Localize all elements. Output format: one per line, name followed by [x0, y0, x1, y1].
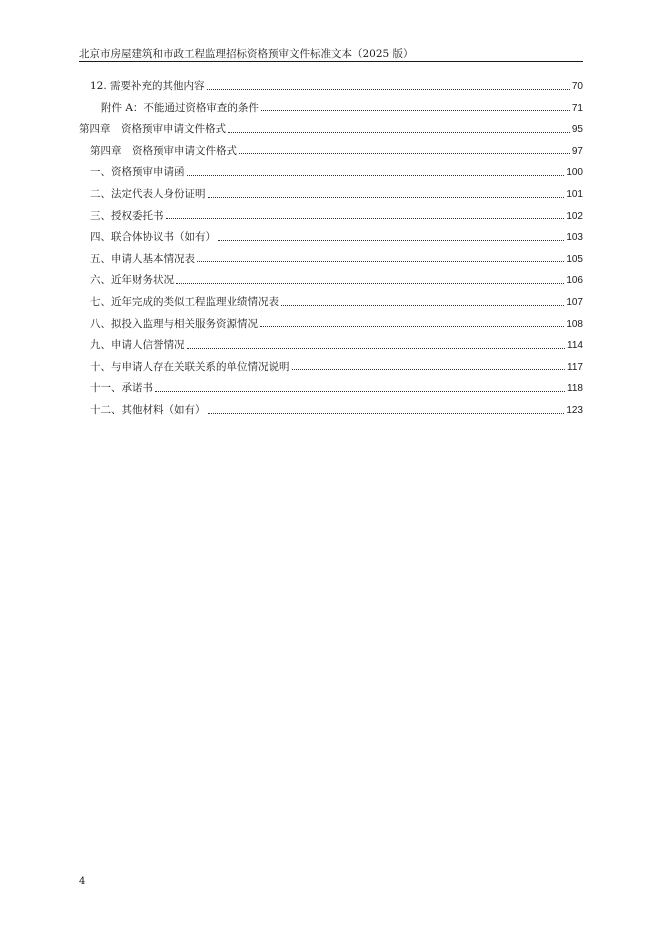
toc-entry-title: 三、授权委托书 [90, 209, 164, 222]
toc-entry-title: 十一、承诺书 [90, 382, 153, 395]
toc-entry[interactable] [79, 249, 583, 271]
toc-entry-title: 附件 A：不能通过资格审查的条件 [101, 101, 259, 114]
toc-dot-leader [218, 240, 564, 241]
toc-entry-page: 123 [566, 404, 583, 416]
toc-dot-leader [281, 305, 564, 306]
toc-entry[interactable] [79, 184, 583, 206]
toc-entry[interactable] [79, 292, 583, 314]
toc-dot-leader [261, 110, 570, 111]
document-title: 北京市房屋建筑和市政工程监理招标资格预审文件标准文本（2025 版） [79, 48, 414, 60]
toc-entry-title: 第四章 资格预审申请文件格式 [79, 123, 226, 136]
toc-entry-title: 五、申请人基本情况表 [90, 252, 195, 265]
toc-dot-leader [239, 153, 570, 154]
toc-entry[interactable] [79, 227, 583, 249]
toc-entry[interactable] [79, 314, 583, 336]
toc-entry[interactable] [79, 206, 583, 228]
toc-dot-leader [208, 197, 565, 198]
toc-entry-title: 九、申请人信誉情况 [90, 339, 185, 352]
toc-dot-leader [292, 369, 566, 370]
toc-dot-leader [228, 132, 570, 133]
toc-dot-leader [155, 391, 565, 392]
toc-entry-title: 八、拟投入监理与相关服务资源情况 [90, 317, 258, 330]
toc-entry[interactable] [79, 162, 583, 184]
toc-entry-title: 十、与申请人存在关联关系的单位情况说明 [90, 360, 290, 373]
toc-entry[interactable] [79, 335, 583, 357]
toc-entry[interactable] [79, 400, 583, 422]
toc-entry-page: 117 [567, 361, 583, 373]
header-rule [79, 61, 583, 62]
toc-entry[interactable] [79, 141, 583, 163]
toc-entry-page: 95 [571, 124, 583, 136]
toc-entry[interactable] [79, 98, 583, 120]
toc-entry[interactable] [79, 76, 583, 98]
toc-entry-page: 71 [571, 102, 583, 114]
toc-entry-page: 105 [566, 253, 583, 265]
toc-entry-page: 107 [566, 296, 583, 308]
toc-entry-page: 108 [566, 318, 583, 330]
toc-entry-title: 六、近年财务状况 [90, 274, 174, 287]
toc-entry-title: 十二、其他材料（如有） [90, 403, 206, 416]
page-header [79, 47, 583, 65]
toc-entry-title: 四、联合体协议书（如有） [90, 231, 216, 244]
table-of-contents [79, 76, 583, 422]
page-number: 4 [79, 876, 86, 887]
toc-entry[interactable] [79, 119, 583, 141]
toc-dot-leader [176, 283, 564, 284]
toc-entry[interactable] [79, 378, 583, 400]
toc-entry-page: 103 [566, 232, 583, 244]
toc-entry-page: 102 [566, 210, 583, 222]
toc-dot-leader [207, 89, 570, 90]
toc-entry-title: 七、近年完成的类似工程监理业绩情况表 [90, 295, 279, 308]
toc-entry-page: 97 [571, 145, 583, 157]
toc-entry-page: 100 [566, 167, 583, 179]
toc-entry-page: 70 [571, 81, 583, 92]
toc-dot-leader [197, 261, 564, 262]
toc-dot-leader [208, 413, 565, 414]
toc-entry-page: 101 [566, 188, 583, 200]
toc-entry-page: 106 [566, 275, 583, 287]
toc-entry[interactable] [79, 270, 583, 292]
toc-entry-title: 一、资格预审申请函 [90, 166, 185, 179]
toc-entry-title: 二、法定代表人身份证明 [90, 187, 206, 200]
toc-dot-leader [260, 326, 564, 327]
toc-entry-title: 第四章 资格预审申请文件格式 [90, 144, 237, 157]
toc-entry-page: 118 [567, 383, 583, 395]
toc-dot-leader [187, 175, 565, 176]
toc-dot-leader [166, 218, 565, 219]
toc-entry[interactable] [79, 357, 583, 379]
toc-entry-title: 12. 需要补充的其他内容 [90, 80, 205, 92]
toc-dot-leader [187, 348, 566, 349]
toc-entry-page: 114 [567, 340, 583, 352]
